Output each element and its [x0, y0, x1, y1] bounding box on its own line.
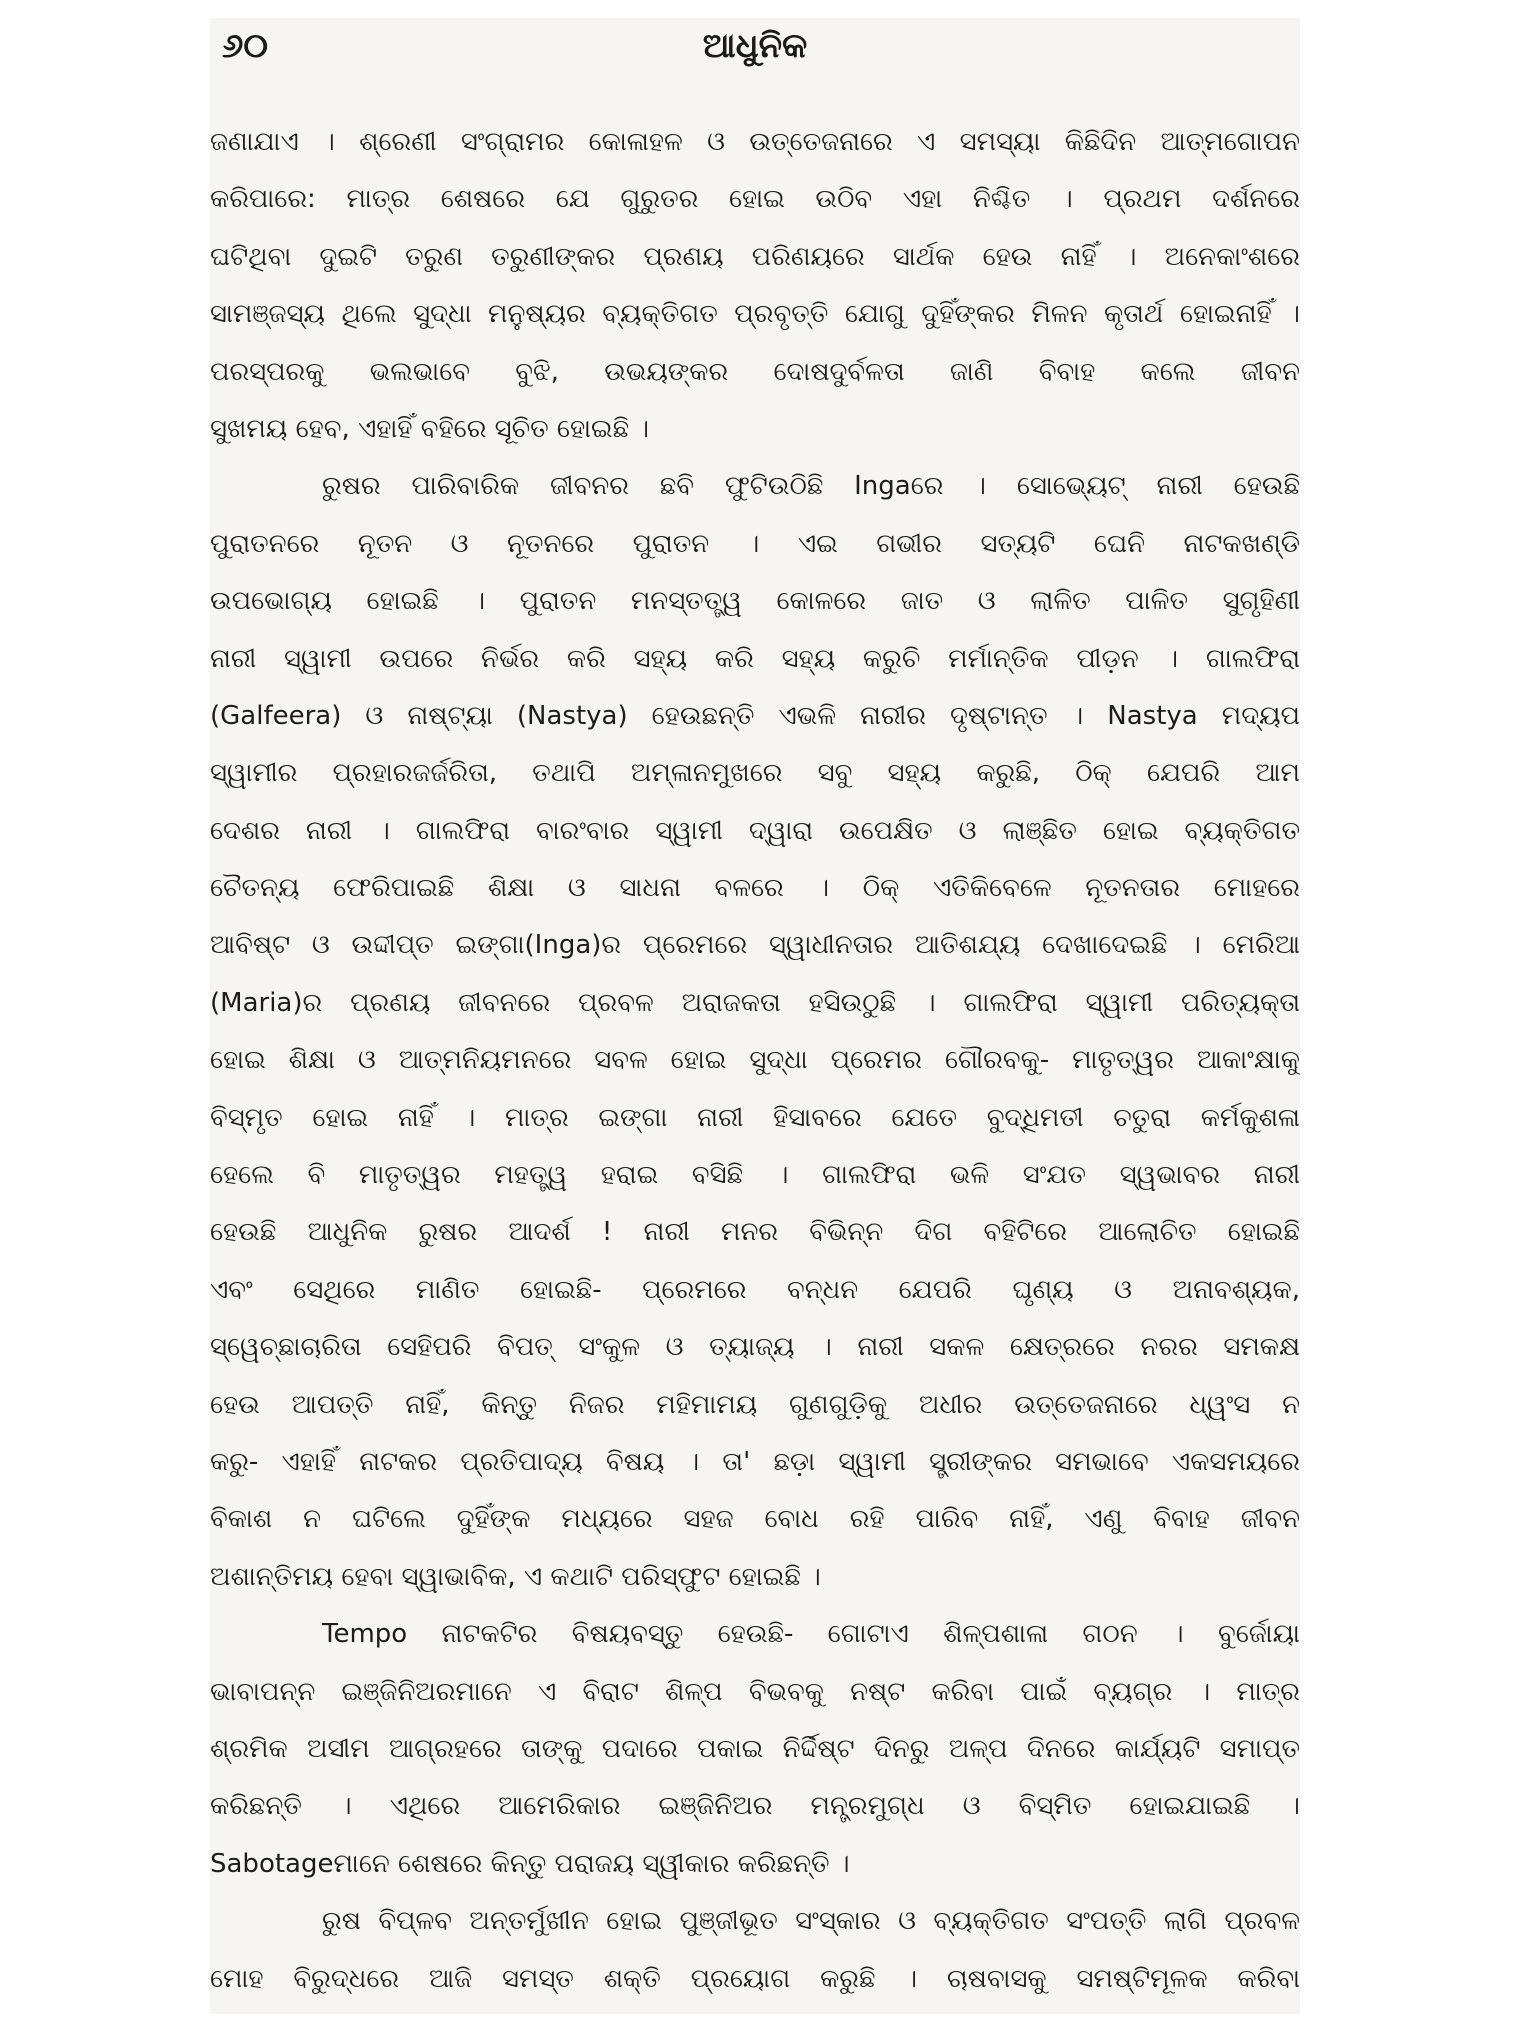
page-number: ୬୦	[222, 26, 268, 66]
text-line: ଭାବାପନ୍ନ ଇଞ୍ଜିନିଅରମାନେ ଏ ବିରାଟ ଶିଳ୍ପ ବିଭବକୁ ନଷ୍ଟ କରିବା ପାଇଁ ବ୍ୟଗ୍ର । ମାତ୍ର	[210, 1676, 1300, 1707]
text-line: ବିକାଶ ନ ଘଟିଲେ ଦୁହିଁଙ୍କ ମଧ୍ୟରେ ସହଜ ବୋଧ ରହି ପାରିବ ନାହିଁ, ଏଣୁ ବିବାହ ଜୀବନ	[210, 1504, 1300, 1535]
text-line: କରିପାରେ: ମାତ୍ର ଶେଷରେ ଯେ ଗୁରୁତର ହୋଇ ଉଠିବ ଏହା ନିଶ୍ଚିତ । ପ୍ରଥମ ଦର୍ଶନରେ	[210, 184, 1300, 215]
text-line: ହେଲେ ବି ମାତୃତ୍ୱର ମହତ୍ତ୍ୱ ହରାଇ ବସିଛି । ଗାଲଫିରା ଭଳି ସଂଯତ ସ୍ୱଭାବର ନାରୀ	[210, 1160, 1300, 1191]
text-line: ବିସ୍ମୃତ ହୋଇ ନାହିଁ । ମାତ୍ର ଇଙ୍ଗା ନାରୀ ହିସାବରେ ଯେତେ ବୁଦ୍ଧିମତୀ ଚତୁରା କର୍ମକୁଶଳା	[210, 1102, 1300, 1133]
page-header	[210, 18, 1300, 80]
text-line: ଏବଂ ସେଥିରେ ମାଣିତ ହୋଇଛି- ପ୍ରେମରେ ବନ୍ଧନ ଯେପରି ଘୃଣ୍ୟ ଓ ଅନାବଶ୍ୟକ,	[210, 1274, 1300, 1305]
text-line: ମୋହ ବିରୁଦ୍ଧରେ ଆଜି ସମସ୍ତ ଶକ୍ତି ପ୍ରୟୋଗ କରୁଛି । ଚାଷବାସକୁ ସମଷ୍ଟିମୂଳକ କରିବା	[210, 1963, 1300, 1994]
paragraph-start-line: Tempo ନାଟକଟିର ବିଷୟବସ୍ତୁ ହେଉଛି- ଗୋଟାଏ ଶିଳ୍ପଶାଳା ଗଠନ । ବୁର୍ଜୋୟା	[322, 1619, 1300, 1650]
text-line: ଆବିଷ୍ଟ ଓ ଉଦ୍ଦୀପ୍ତ ଇଙ୍ଗା(Inga)ର ପ୍ରେମରେ ସ୍ୱାଧୀନତାର ଆତିଶଯ୍ୟ ଦେଖାଦେଇଛି । ମେରିଆ	[210, 930, 1300, 961]
text-line: ଘଟିଥିବା ଦୁଇଟି ତରୁଣ ତରୁଣୀଙ୍କର ପ୍ରଣୟ ପରିଣୟରେ ସାର୍ଥକ ହେଉ ନାହିଁ । ଅନେକାଂଶରେ	[210, 241, 1300, 272]
text-line: Sabotageମାନେ ଶେଷରେ କିନ୍ତୁ ପରାଜୟ ସ୍ୱୀକାର କରିଛନ୍ତି ।	[210, 1848, 850, 1879]
text-line: କରୁ- ଏହାହିଁ ନାଟକର ପ୍ରତିପାଦ୍ୟ ବିଷୟ । ତା' ଛଡ଼ା ସ୍ୱାମୀ ସ୍ତ୍ରୀଙ୍କର ସମଭାବେ ଏକସମୟରେ	[210, 1446, 1300, 1477]
book-page	[210, 18, 1300, 2014]
text-line: ଉପଭୋଗ୍ୟ ହୋଇଛି । ପୁରାତନ ମନସ୍ତତ୍ତ୍ୱ କୋଳରେ ଜାତ ଓ ଲାଳିତ ପାଳିତ ସୁଗୃହିଣୀ	[210, 586, 1300, 617]
text-line: (Maria)ର ପ୍ରଣୟ ଜୀବନରେ ପ୍ରବଳ ଅରାଜକତା ହସିଉଠୁଛି । ଗାଲଫିରା ସ୍ୱାମୀ ପରିତ୍ୟକ୍ତା	[210, 987, 1300, 1018]
text-line: ଜଣାଯାଏ । ଶ୍ରେଣୀ ସଂଗ୍ରାମର କୋଳାହଳ ଓ ଉତ୍ତେଜନାରେ ଏ ସମସ୍ୟା କିଛିଦିନ ଆତ୍ମଗୋପନ	[210, 127, 1300, 157]
text-line: ସାମଞ୍ଜସ୍ୟ ଥିଲେ ସୁଦ୍ଧା ମନୁଷ୍ୟର ବ୍ୟକ୍ତିଗତ ପ୍ରବୃତ୍ତି ଯୋଗୁ ଦୁହିଁଙ୍କର ମିଳନ କୃତାର୍ଥ ହୋଇନାହିଁ ।	[210, 299, 1300, 330]
text-line: ପରସ୍ପରକୁ ଭଲଭାବେ ବୁଝି, ଉଭୟଙ୍କର ଦୋଷଦୁର୍ବଳତା ଜାଣି ବିବାହ କଲେ ଜୀବନ	[210, 356, 1300, 387]
text-line: ସ୍ୱାମୀର ପ୍ରହାରଜର୍ଜରିତା, ତଥାପି ଅମ୍ଳାନମୁଖରେ ସବୁ ସହ୍ୟ କରୁଛି, ଠିକ୍ ଯେପରି ଆମ	[210, 758, 1300, 789]
paragraph-start-line: ରୁଷର ପାରିବାରିକ ଜୀବନର ଛବି ଫୁଟିଉଠିଛି Ingaରେ । ସୋଭ୍ୟେଟ୍ ନାରୀ ହେଉଛି	[322, 471, 1300, 502]
text-line: ପୁରାତନରେ ନୂତନ ଓ ନୂତନରେ ପୁରାତନ । ଏଇ ଗଭୀର ସତ୍ୟଟି ଘେନି ନାଟକଖଣ୍ଡି	[210, 528, 1300, 559]
running-title: ଆଧୁନିକ	[702, 26, 808, 66]
text-line: ଦେଶର ନାରୀ । ଗାଲଫିରା ବାରଂବାର ସ୍ୱାମୀ ଦ୍ୱାରା ଉପେକ୍ଷିତ ଓ ଲାଞ୍ଛିତ ହୋଇ ବ୍ୟକ୍ତିଗତ	[210, 815, 1300, 846]
text-line: ହେଉଛି ଆଧୁନିକ ରୁଷର ଆଦର୍ଶ ! ନାରୀ ମନର ବିଭିନ୍ନ ଦିଗ ବହିଟିରେ ଆଲୋଚିତ ହୋଇଛି	[210, 1217, 1300, 1248]
text-line: ହେଉ ଆପତ୍ତି ନାହିଁ, କିନ୍ତୁ ନିଜର ମହିମାମୟ ଗୁଣଗୁଡ଼ିକୁ ଅଧୀର ଉତ୍ତେଜନାରେ ଧ୍ୱଂସ ନ	[210, 1389, 1300, 1420]
text-line: ନାରୀ ସ୍ୱାମୀ ଉପରେ ନିର୍ଭର କରି ସହ୍ୟ କରି ସହ୍ୟ କରୁଚି ମର୍ମାନ୍ତିକ ପୀଡ଼ନ । ଗାଲଫିରା	[210, 643, 1300, 674]
body-text	[210, 114, 1300, 2008]
text-line: (Galfeera) ଓ ନାଷ୍ଟ୍ୟା (Nastya) ହେଉଛନ୍ତି ଏଭଳି ନାରୀର ଦୃଷ୍ଟାନ୍ତ । Nastya ମଦ୍ୟପ	[210, 700, 1300, 731]
paragraph-start-line: ରୁଷ ବିପ୍ଳବ ଅନ୍ତର୍ମୁଖୀନ ହୋଇ ପୁଞ୍ଜୀଭୂତ ସଂସ୍କାର ଓ ବ୍ୟକ୍ତିଗତ ସଂପତ୍ତି ଲାଗି ପ୍ରବଳ	[322, 1906, 1300, 1937]
text-line: ସୁଖମୟ ହେବ, ଏହାହିଁ ବହିରେ ସୂଚିତ ହୋଇଛି ।	[210, 413, 650, 444]
text-line: ଅଶାନ୍ତିମୟ ହେବା ସ୍ୱାଭାବିକ, ଏ କଥାଟି ପରିସ୍ଫୁଟ ହୋଇଛି ।	[210, 1561, 821, 1592]
text-line: ଚୈତନ୍ୟ ଫେରିପାଇଛି ଶିକ୍ଷା ଓ ସାଧନା ବଳରେ । ଠିକ୍ ଏତିକିବେଳେ ନୂତନତାର ମୋହରେ	[210, 873, 1300, 904]
text-line: ହୋଇ ଶିକ୍ଷା ଓ ଆତ୍ମନିୟମନରେ ସବଳ ହୋଇ ସୁଦ୍ଧା ପ୍ରେମର ଗୌରବକୁ- ମାତୃତ୍ୱର ଆକାଂକ୍ଷାକୁ	[210, 1045, 1300, 1076]
text-line: କରିଛନ୍ତି । ଏଥିରେ ଆମେରିକାର ଇଞ୍ଜିନିଅର ମନ୍ତ୍ରମୁଗ୍ଧ ଓ ବିସ୍ମିତ ହୋଇଯାଇଛି ।	[210, 1791, 1300, 1822]
text-line: ସ୍ୱେଚ୍ଛାଚାରିତା ସେହିପରି ବିପତ୍ ସଂକୁଳ ଓ ତ୍ୟାଜ୍ୟ । ନାରୀ ସକଳ କ୍ଷେତ୍ରରେ ନରର ସମକକ୍ଷ	[210, 1332, 1300, 1363]
text-line: ଶ୍ରମିକ ଅସୀମ ଆଗ୍ରହରେ ତାଙ୍କୁ ପଦାରେ ପକାଇ ନିର୍ଦ୍ଦିଷ୍ଟ ଦିନରୁ ଅଳ୍ପ ଦିନରେ କାର୍ଯ୍ୟଟି ସମାପ୍ତ	[210, 1733, 1300, 1764]
